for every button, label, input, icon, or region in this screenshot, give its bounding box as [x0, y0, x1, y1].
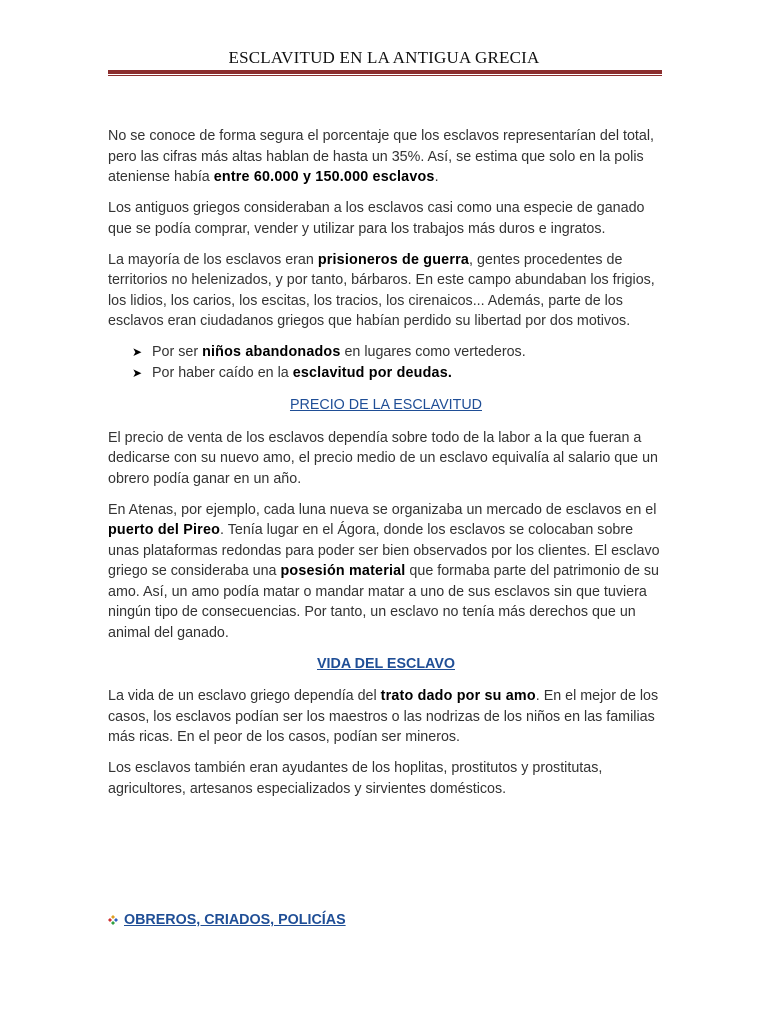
- title-rule-thick: [108, 70, 662, 74]
- arrow-right-icon: ➤: [132, 365, 143, 380]
- title-underline: [108, 70, 662, 77]
- bold-prisoners: prisioneros de guerra: [317, 251, 469, 268]
- paragraph-roles: Los esclavos también eran ayudantes de los hoplitas, prostitutos y prostitutas, agricultores, artesanos especializados y sirvientes domésticos.: [108, 760, 603, 797]
- section-heading-life: VIDA DEL ESCLAVO: [317, 655, 455, 672]
- paragraph-origins: La mayoría de los esclavos eran prisioneros de guerra, gentes procedentes de territorios no helenizados, y por tanto, bárbaros. En este campo abundaban los frigios, los lidios, los carios, los escitas, los tracios, los cirenaicos... Además, parte de los esclavos eran ciudadanos griegos que habían perdido su libertad por dos motivos.: [108, 251, 655, 329]
- list-item: ➤ Por ser niños abandonados en lugares como vertederos.: [132, 342, 664, 363]
- bold-piraeus: puerto del Pireo: [108, 522, 221, 538]
- paragraph-life: La vida de un esclavo griego dependía del trato dado por su amo. En el mejor de los casos, los esclavos podían ser los maestros o las nodrizas de los niños en las familias más ricas. En el peor de los casos, podían ser mineros.: [108, 688, 659, 745]
- paragraph-cattle: Los antiguos griegos consideraban a los esclavos casi como una especie de ganado que se podía comprar, vender y utilizar para los trabajos más duros e ingratos.: [108, 200, 645, 237]
- bullet-list: [108, 342, 664, 383]
- section-heading-workers: OBREROS, CRIADOS, POLICÍAS: [108, 912, 508, 928]
- list-item: ➤ Por haber caído en la esclavitud por deudas.: [132, 363, 664, 384]
- bold-treatment: trato dado por su amo: [380, 688, 536, 704]
- paragraph-percentage: No se conoce de forma segura el porcentaje que los esclavos representarían del total, pero las cifras más altas hablan de hasta un 35%. Así, se estima que solo en la polis ateniense había entre 60.000 y 150.000 esclavos.: [108, 128, 654, 185]
- arrow-right-icon: ➤: [132, 345, 143, 359]
- page-title: ESCLAVITUD EN LA ANTIGUA GRECIA: [228, 48, 540, 67]
- bold-slave-count: entre 60.000 y 150.000 esclavos: [213, 169, 435, 185]
- paragraph-market: En Atenas, por ejemplo, cada luna nueva se organizaba un mercado de esclavos en el puerto del Pireo. Tenía lugar en el Ágora, donde los esclavos se colocaban sobre unas plataformas redondas para poder ser bien observados por los clientes. El esclavo griego se consideraba una posesión material que formaba parte del patrimonio de su amo. Así, un amo podía matar o mandar matar a uno de sus esclavos sin que tuviera ningún tipo de consecuencias. Por tanto, un esclavo no tenía más derechos que un animal del ganado.: [108, 501, 660, 641]
- title-rule-thin: [108, 75, 662, 76]
- bold-possession: posesión material: [280, 563, 406, 579]
- four-diamond-bullet-icon: [108, 915, 118, 925]
- section-heading-price: PRECIO DE LA ESCLAVITUD: [289, 397, 482, 413]
- paragraph-price: El precio de venta de los esclavos dependía sobre todo de la labor a la que fueran a dedicarse con su nuevo amo, el precio medio de un esclavo equivalía al salario que un obrero podía ganar en un año.: [108, 429, 658, 487]
- document-body: [108, 126, 664, 810]
